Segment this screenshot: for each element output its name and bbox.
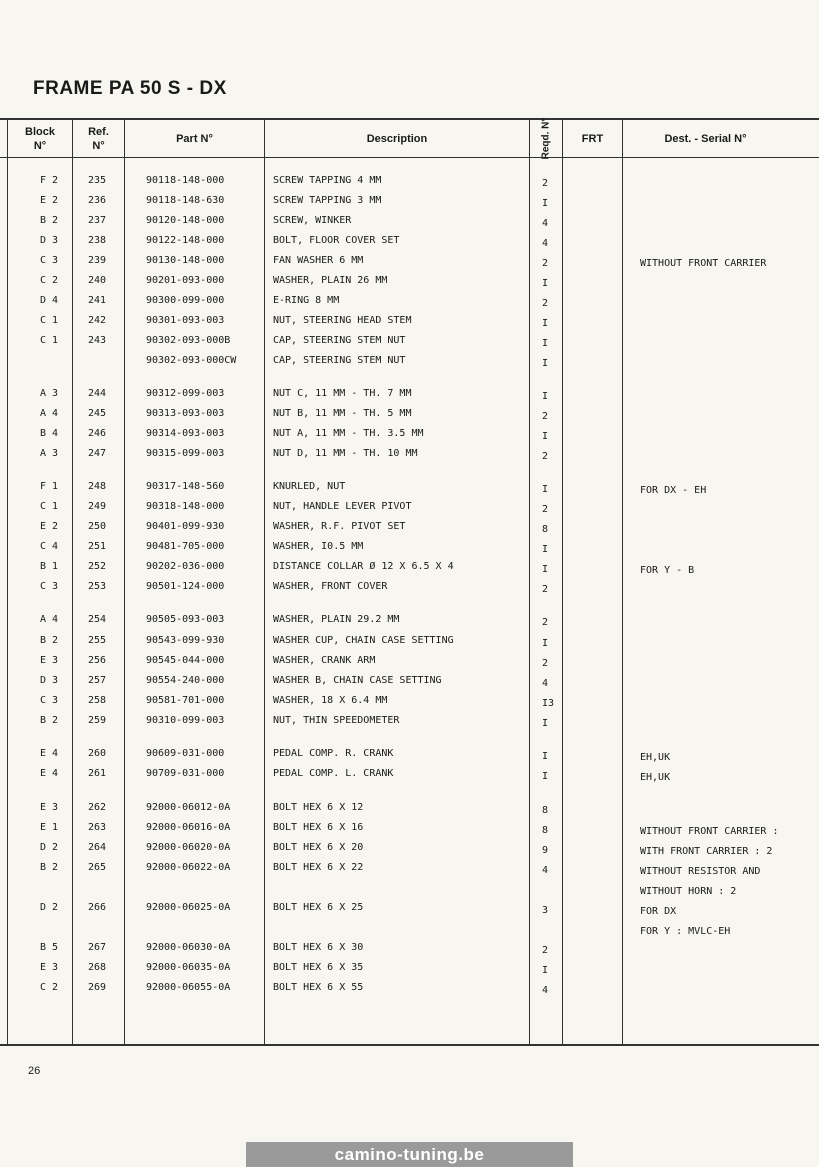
part-number-cell: 92000-06035-0A xyxy=(146,962,231,973)
part-number-cell: 90120-148-000 xyxy=(146,215,225,226)
ref-cell: 262 xyxy=(88,802,107,813)
ref-cell: 254 xyxy=(88,614,107,625)
description-cell: PEDAL COMP. R. CRANK xyxy=(273,748,394,759)
table-row xyxy=(0,175,819,191)
part-number-cell: 90501-124-000 xyxy=(146,581,225,592)
quantity-cell: I xyxy=(542,484,549,495)
part-number-cell: 90581-701-000 xyxy=(146,695,225,706)
description-cell: BOLT HEX 6 X 30 xyxy=(273,942,364,953)
table-row xyxy=(0,215,819,231)
part-number-cell: 90401-099-930 xyxy=(146,521,225,532)
description-cell: BOLT HEX 6 X 55 xyxy=(273,982,364,993)
ref-cell: 236 xyxy=(88,195,107,206)
ref-cell: 261 xyxy=(88,768,107,779)
dest-note: FOR DX - EH xyxy=(640,485,707,496)
description-cell: WASHER, CRANK ARM xyxy=(273,655,376,666)
description-cell: KNURLED, NUT xyxy=(273,481,346,492)
table-row xyxy=(0,635,819,651)
dest-note: WITHOUT FRONT CARRIER xyxy=(640,258,767,269)
description-cell: E-RING 8 MM xyxy=(273,295,340,306)
table-row xyxy=(0,235,819,251)
part-number-cell: 90130-148-000 xyxy=(146,255,225,266)
block-cell: B 4 xyxy=(40,428,59,439)
table-row xyxy=(0,195,819,211)
table-row xyxy=(0,942,819,958)
part-number-cell: 92000-06012-0A xyxy=(146,802,231,813)
part-number-cell: 90313-093-003 xyxy=(146,408,225,419)
ref-cell: 269 xyxy=(88,982,107,993)
quantity-cell: I xyxy=(542,718,549,729)
description-cell: BOLT HEX 6 X 35 xyxy=(273,962,364,973)
part-number-cell: 90118-148-630 xyxy=(146,195,225,206)
ref-cell: 259 xyxy=(88,715,107,726)
description-cell: DISTANCE COLLAR Ø 12 X 6.5 X 4 xyxy=(273,561,454,572)
quantity-cell: 2 xyxy=(542,504,549,515)
block-cell: D 2 xyxy=(40,902,59,913)
description-cell: NUT D, 11 MM - TH. 10 MM xyxy=(273,448,418,459)
part-number-cell: 92000-06020-0A xyxy=(146,842,231,853)
part-number-cell: 90709-031-000 xyxy=(146,768,225,779)
ref-cell: 255 xyxy=(88,635,107,646)
table-row xyxy=(0,962,819,978)
ref-cell: 238 xyxy=(88,235,107,246)
part-number-cell: 90300-099-000 xyxy=(146,295,225,306)
quantity-cell: I xyxy=(542,965,549,976)
part-number-cell: 90545-044-000 xyxy=(146,655,225,666)
block-cell: B 2 xyxy=(40,862,59,873)
header-block: Block N° xyxy=(25,125,55,152)
quantity-cell: I xyxy=(542,564,549,575)
block-cell: C 4 xyxy=(40,541,59,552)
ref-cell: 257 xyxy=(88,675,107,686)
quantity-cell: I3 xyxy=(542,698,555,709)
ref-cell: 244 xyxy=(88,388,107,399)
block-cell: E 4 xyxy=(40,748,59,759)
block-cell: E 2 xyxy=(40,521,59,532)
part-number-cell: 90122-148-000 xyxy=(146,235,225,246)
block-cell: B 2 xyxy=(40,635,59,646)
quantity-cell: 8 xyxy=(542,825,549,836)
table-row xyxy=(0,355,819,371)
description-cell: CAP, STEERING STEM NUT xyxy=(273,355,406,366)
part-number-cell: 90543-099-930 xyxy=(146,635,225,646)
ref-cell: 252 xyxy=(88,561,107,572)
description-cell: FAN WASHER 6 MM xyxy=(273,255,364,266)
quantity-cell: 2 xyxy=(542,945,549,956)
table-row xyxy=(0,501,819,517)
quantity-cell: I xyxy=(542,318,549,329)
description-cell: BOLT HEX 6 X 20 xyxy=(273,842,364,853)
table-row xyxy=(0,695,819,711)
block-cell: B 2 xyxy=(40,215,59,226)
header-dest: Dest. - Serial N° xyxy=(664,132,747,145)
description-cell: NUT, THIN SPEEDOMETER xyxy=(273,715,400,726)
block-cell: C 1 xyxy=(40,315,59,326)
quantity-cell: I xyxy=(542,771,549,782)
part-number-cell: 90202-036-000 xyxy=(146,561,225,572)
dest-note: WITHOUT HORN : 2 xyxy=(640,886,737,897)
block-cell: F 1 xyxy=(40,481,59,492)
block-cell: A 4 xyxy=(40,408,59,419)
quantity-cell: I xyxy=(542,198,549,209)
part-number-cell: 90312-099-003 xyxy=(146,388,225,399)
part-number-cell: 90301-093-003 xyxy=(146,315,225,326)
quantity-cell: I xyxy=(542,431,549,442)
description-cell: WASHER CUP, CHAIN CASE SETTING xyxy=(273,635,454,646)
ref-cell: 240 xyxy=(88,275,107,286)
table-row xyxy=(0,428,819,444)
table-row xyxy=(0,675,819,691)
ref-cell: 243 xyxy=(88,335,107,346)
part-number-cell: 90317-148-560 xyxy=(146,481,225,492)
quantity-cell: I xyxy=(542,751,549,762)
block-cell: E 3 xyxy=(40,655,59,666)
quantity-cell: 9 xyxy=(542,845,549,856)
part-number-cell: 90554-240-000 xyxy=(146,675,225,686)
block-cell: B 5 xyxy=(40,942,59,953)
part-number-cell: 92000-06022-0A xyxy=(146,862,231,873)
ref-cell: 248 xyxy=(88,481,107,492)
table-row xyxy=(0,315,819,331)
header-description: Description xyxy=(366,132,428,145)
dest-note: WITHOUT FRONT CARRIER : xyxy=(640,826,779,837)
dest-note: EH,UK xyxy=(640,752,671,763)
quantity-cell: 4 xyxy=(542,985,549,996)
description-cell: PEDAL COMP. L. CRANK xyxy=(273,768,394,779)
block-cell: D 4 xyxy=(40,295,59,306)
ref-cell: 242 xyxy=(88,315,107,326)
quantity-cell: 2 xyxy=(542,658,549,669)
block-cell: B 2 xyxy=(40,715,59,726)
ref-cell: 241 xyxy=(88,295,107,306)
table-row xyxy=(0,802,819,818)
block-cell: E 2 xyxy=(40,195,59,206)
description-cell: SCREW TAPPING 4 MM xyxy=(273,175,382,186)
block-cell: C 1 xyxy=(40,501,59,512)
dest-note: FOR Y - B xyxy=(640,565,695,576)
part-number-cell: 90505-093-003 xyxy=(146,614,225,625)
part-number-cell: 92000-06030-0A xyxy=(146,942,231,953)
ref-cell: 237 xyxy=(88,215,107,226)
ref-cell: 264 xyxy=(88,842,107,853)
part-number-cell: 92000-06055-0A xyxy=(146,982,231,993)
quantity-cell: I xyxy=(542,638,549,649)
block-cell: E 4 xyxy=(40,768,59,779)
table-row xyxy=(0,541,819,557)
description-cell: WASHER, FRONT COVER xyxy=(273,581,388,592)
table-row xyxy=(0,581,819,597)
description-cell: NUT, HANDLE LEVER PIVOT xyxy=(273,501,412,512)
description-cell: WASHER, I0.5 MM xyxy=(273,541,364,552)
part-number-cell: 90310-099-003 xyxy=(146,715,225,726)
table-row xyxy=(0,982,819,998)
header-frt: FRT xyxy=(581,132,604,145)
ref-cell: 256 xyxy=(88,655,107,666)
block-cell: A 3 xyxy=(40,448,59,459)
description-cell: WASHER B, CHAIN CASE SETTING xyxy=(273,675,442,686)
dest-note: FOR DX xyxy=(640,906,677,917)
quantity-cell: 2 xyxy=(542,584,549,595)
quantity-cell: 2 xyxy=(542,617,549,628)
ref-cell: 267 xyxy=(88,942,107,953)
table-row xyxy=(0,521,819,537)
block-cell: C 3 xyxy=(40,695,59,706)
quantity-cell: I xyxy=(542,338,549,349)
part-number-cell: 90609-031-000 xyxy=(146,748,225,759)
block-cell: D 2 xyxy=(40,842,59,853)
block-cell: C 2 xyxy=(40,275,59,286)
description-cell: NUT A, 11 MM - TH. 3.5 MM xyxy=(273,428,424,439)
dest-note: FOR Y : MVLC-EH xyxy=(640,926,731,937)
description-cell: WASHER, PLAIN 29.2 MM xyxy=(273,614,400,625)
quantity-cell: 4 xyxy=(542,678,549,689)
quantity-cell: 2 xyxy=(542,178,549,189)
description-cell: WASHER, PLAIN 26 MM xyxy=(273,275,388,286)
table-row xyxy=(0,448,819,464)
part-number-cell: 92000-06016-0A xyxy=(146,822,231,833)
quantity-cell: 4 xyxy=(542,218,549,229)
page-title: FRAME PA 50 S - DX xyxy=(33,78,227,99)
part-number-cell: 92000-06025-0A xyxy=(146,902,231,913)
quantity-cell: 3 xyxy=(542,905,549,916)
description-cell: WASHER, R.F. PIVOT SET xyxy=(273,521,406,532)
quantity-cell: 4 xyxy=(542,865,549,876)
dest-note: WITH FRONT CARRIER : 2 xyxy=(640,846,773,857)
ref-cell: 265 xyxy=(88,862,107,873)
ref-cell: 246 xyxy=(88,428,107,439)
description-cell: BOLT HEX 6 X 22 xyxy=(273,862,364,873)
ref-cell: 268 xyxy=(88,962,107,973)
description-cell: BOLT HEX 6 X 16 xyxy=(273,822,364,833)
header-qty: Reqd. N° xyxy=(540,117,551,160)
quantity-cell: 2 xyxy=(542,451,549,462)
description-cell: BOLT HEX 6 X 12 xyxy=(273,802,364,813)
table-row xyxy=(0,902,819,918)
ref-cell: 253 xyxy=(88,581,107,592)
description-cell: BOLT, FLOOR COVER SET xyxy=(273,235,400,246)
header-part: Part N° xyxy=(176,132,213,145)
block-cell: C 2 xyxy=(40,982,59,993)
quantity-cell: I xyxy=(542,358,549,369)
table-row xyxy=(0,295,819,311)
description-cell: NUT B, 11 MM - TH. 5 MM xyxy=(273,408,412,419)
part-number-cell: 90201-093-000 xyxy=(146,275,225,286)
ref-cell: 249 xyxy=(88,501,107,512)
quantity-cell: 2 xyxy=(542,298,549,309)
description-cell: SCREW TAPPING 3 MM xyxy=(273,195,382,206)
description-cell: NUT C, 11 MM - TH. 7 MM xyxy=(273,388,412,399)
description-cell: BOLT HEX 6 X 25 xyxy=(273,902,364,913)
ref-cell: 247 xyxy=(88,448,107,459)
header-separator xyxy=(0,157,819,158)
ref-cell: 239 xyxy=(88,255,107,266)
part-number-cell: 90315-099-003 xyxy=(146,448,225,459)
block-cell: D 3 xyxy=(40,235,59,246)
table-bottom-rule xyxy=(0,1044,819,1046)
description-cell: WASHER, 18 X 6.4 MM xyxy=(273,695,388,706)
block-cell: C 3 xyxy=(40,255,59,266)
table-row xyxy=(0,275,819,291)
table-row xyxy=(0,388,819,404)
quantity-cell: I xyxy=(542,391,549,402)
part-number-cell: 90318-148-000 xyxy=(146,501,225,512)
table-row xyxy=(0,655,819,671)
ref-cell: 251 xyxy=(88,541,107,552)
block-cell: F 2 xyxy=(40,175,59,186)
quantity-cell: 8 xyxy=(542,524,549,535)
block-cell: E 3 xyxy=(40,802,59,813)
table-row xyxy=(0,561,819,577)
table-row xyxy=(0,748,819,764)
block-cell: C 1 xyxy=(40,335,59,346)
ref-cell: 258 xyxy=(88,695,107,706)
description-cell: NUT, STEERING HEAD STEM xyxy=(273,315,412,326)
watermark: camino-tuning.be xyxy=(246,1142,573,1167)
table-row xyxy=(0,335,819,351)
block-cell: A 4 xyxy=(40,614,59,625)
ref-cell: 235 xyxy=(88,175,107,186)
dest-note: WITHOUT RESISTOR AND xyxy=(640,866,761,877)
block-cell: D 3 xyxy=(40,675,59,686)
block-cell: E 3 xyxy=(40,962,59,973)
part-number-cell: 90314-093-003 xyxy=(146,428,225,439)
part-number-cell: 90302-093-000B xyxy=(146,335,231,346)
header-ref: Ref. N° xyxy=(88,125,109,152)
ref-cell: 245 xyxy=(88,408,107,419)
ref-cell: 263 xyxy=(88,822,107,833)
block-cell: E 1 xyxy=(40,822,59,833)
part-number-cell: 90118-148-000 xyxy=(146,175,225,186)
block-cell: A 3 xyxy=(40,388,59,399)
quantity-cell: 8 xyxy=(542,805,549,816)
quantity-cell: I xyxy=(542,278,549,289)
table-row xyxy=(0,408,819,424)
table-row xyxy=(0,768,819,784)
part-number-cell: 90302-093-000CW xyxy=(146,355,237,366)
description-cell: SCREW, WINKER xyxy=(273,215,352,226)
table-row xyxy=(0,614,819,630)
quantity-cell: 4 xyxy=(542,238,549,249)
ref-cell: 260 xyxy=(88,748,107,759)
block-cell: C 3 xyxy=(40,581,59,592)
part-number-cell: 90481-705-000 xyxy=(146,541,225,552)
ref-cell: 266 xyxy=(88,902,107,913)
table-row xyxy=(0,715,819,731)
block-cell: B 1 xyxy=(40,561,59,572)
dest-note: EH,UK xyxy=(640,772,671,783)
page-number: 26 xyxy=(28,1065,41,1077)
quantity-cell: 2 xyxy=(542,411,549,422)
description-cell: CAP, STEERING STEM NUT xyxy=(273,335,406,346)
quantity-cell: I xyxy=(542,544,549,555)
quantity-cell: 2 xyxy=(542,258,549,269)
ref-cell: 250 xyxy=(88,521,107,532)
